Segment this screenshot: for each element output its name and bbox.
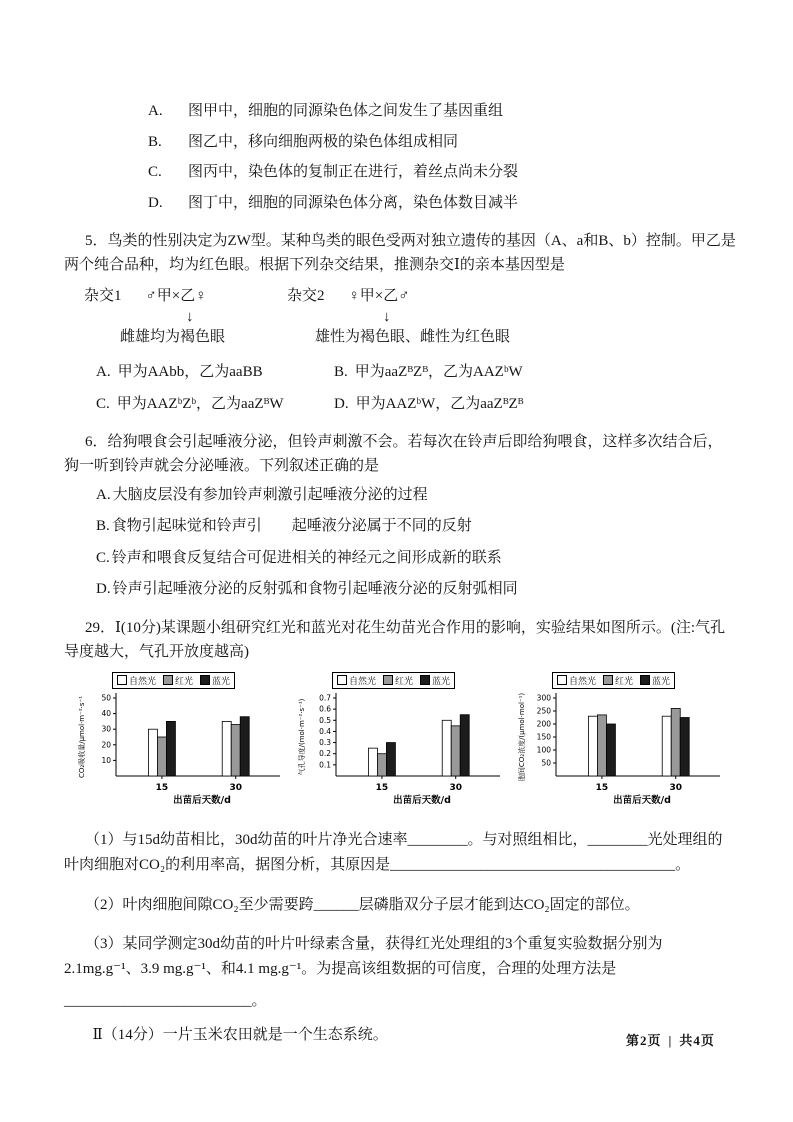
option-label: B. [148,133,162,150]
legend-swatch [337,675,347,685]
x-axis-title: 出苗后天数/d [613,795,671,806]
cross-2-label: 杂交2 [287,288,325,304]
y-axis-title: 气孔导度/(mol·m⁻²·s⁻¹) [298,698,306,776]
chart-bar [671,708,680,776]
chart-bar [368,748,377,776]
cross-2 [287,285,510,350]
y-tick-label: 0.1 [319,760,331,770]
q29-sub2: （2）叶肉细胞间隙CO₂至少需要跨______层磷脂双分子层才能到达CO₂固定的部位。 [85,896,640,913]
cross-1-parents: ♂甲×乙♀ [145,288,207,304]
legend-item [640,674,670,687]
x-axis-title: 出苗后天数/d [393,795,451,806]
legend-swatch [420,675,430,685]
footer-separator: | [668,1033,673,1048]
option-text: 甲为AAbb，乙为aaBB [117,363,263,380]
option-label: A. [96,486,111,503]
legend-label: 红光 [395,676,414,687]
x-tick-label: 15 [595,783,609,793]
q29-sub3: （3）某同学测定30d幼苗的叶片叶绿素含量，获得红光处理组的3个重复实验数据分别为2.1mg.g⁻¹、3.9 mg.g⁻¹、和4.1 mg.g⁻¹。为提高该组数据的可信度，合理的处理方法是 [64,936,663,977]
legend-item [200,674,230,687]
option-text: 甲为AAZᵇW，乙为aaZᴮZᴮ [355,395,524,412]
y-tick-label: 0.6 [319,704,331,714]
legend-item [117,674,156,687]
chart-bar [680,718,689,777]
q6-options [64,484,737,601]
q6-option-a [96,484,737,507]
y-tick-label: 150 [536,732,551,742]
chart-bar [662,716,671,776]
chart-bar [460,715,469,776]
chart-bar [222,721,231,776]
chart-canvas [516,690,726,808]
chart-legend [552,672,675,689]
q5-options [64,362,737,415]
cross-2-result: 雄性为褐色眼、雌性为红色眼 [315,329,511,346]
y-tick-label: 50 [541,758,551,768]
y-tick-label: 0.5 [319,715,331,725]
x-tick-label: 30 [669,783,682,793]
legend-item [420,674,450,687]
x-tick-label: 15 [155,783,169,793]
part2-stem: Ⅱ（14分）一片玉米农田就是一个生态系统。 [92,1027,388,1044]
footer-total-pages: 共4页 [679,1033,715,1048]
y-tick-label: 40 [101,709,111,719]
option-text: 图丙中，染色体的复制正在进行，着丝点尚未分裂 [188,164,519,180]
q6-option-c [96,547,737,570]
option-text: 图丁中，细胞的同源染色体分离，染色体数目减半 [188,194,519,211]
y-tick-label: 0.7 [319,693,331,703]
y-tick-label: 10 [101,755,111,765]
chart-legend [332,672,455,689]
legend-swatch [117,675,127,685]
legend-swatch [200,675,210,685]
option-text: 图甲中，细胞的同源染色体之间发生了基因重组 [188,103,504,119]
y-tick-label: 50 [101,693,111,703]
option-text: 铃声和喂食反复结合可促进相关的神经元之间形成新的联系 [111,549,502,566]
legend-item [557,674,596,687]
y-tick-label: 300 [536,693,551,703]
page-footer [626,1030,715,1049]
chart-canvas [76,690,286,808]
legend-label: 红光 [615,676,634,687]
q6-option-b [96,515,737,538]
q4-option-b [148,131,737,154]
x-tick-label: 30 [449,783,462,793]
option-label: A. [96,363,111,380]
option-label: C. [148,164,162,180]
q6-option-d [96,578,737,601]
q29-sub3-answer-blank: _________________________。 [64,992,267,1009]
cross-1-result: 雌雄均为褐色眼 [120,329,226,346]
cross-1-label: 杂交1 [84,288,122,304]
chart-intercellular-co2 [516,672,726,814]
option-label: B. [96,518,110,534]
chart-bar [451,726,460,776]
q29-sub1: （1）与15d幼苗相比，30d幼苗的叶片净光合速率________。与对照组相比，________光处理组的叶肉细胞对CO₂的利用率高，据图分析，其原因是______________________________________。 [64,832,723,873]
chart-bar [148,729,157,776]
legend-item [603,674,633,687]
chart-bar [606,724,615,776]
option-label: A. [148,103,163,119]
q4-option-d [148,192,737,215]
down-arrow-icon: ↓ [383,309,391,326]
footer-page-number: 第2页 [626,1033,662,1048]
x-axis-title: 出苗后天数/d [173,795,231,806]
chart-bar [231,725,240,776]
option-text: 甲为AAZᵇZᵇ，乙为aaZᴮW [116,395,284,412]
chart-bar [442,720,451,776]
legend-swatch [163,675,173,685]
cross-2-parents: ♀甲×乙♂ [348,288,410,304]
q5-option-b [334,362,523,383]
legend-label: 蓝光 [432,676,451,687]
y-tick-label: 200 [536,719,551,729]
q29-stem: 29．Ⅰ(10分)某课题小组研究红光和蓝光对花生幼苗光合作用的影响，实验结果如图所示。(注:气孔导度越大，气孔开放度越高) [64,619,726,660]
option-text: 图乙中，移向细胞两极的染色体组成相同 [188,133,459,150]
y-tick-label: 0.3 [319,738,331,748]
option-label: D. [96,581,111,597]
y-tick-label: 0.4 [319,726,331,736]
legend-item [383,674,413,687]
chart-bar [588,716,597,776]
option-label: B. [334,363,348,380]
legend-label: 自然光 [129,676,157,687]
legend-swatch [383,675,393,685]
cross-1 [84,285,225,350]
option-text: 大脑皮层没有参加铃声刺激引起唾液分泌的过程 [112,486,428,503]
q5-option-a [96,362,334,383]
legend-swatch [603,675,613,685]
option-label: D. [334,395,349,412]
q5-option-c [96,394,334,415]
x-tick-label: 30 [229,783,242,793]
x-tick-label: 15 [375,783,389,793]
legend-label: 红光 [175,676,194,687]
q4-option-a [148,100,737,123]
legend-item [337,674,376,687]
y-axis-title: 胞间CO₂浓度/(μmol·mol⁻¹) [518,692,526,782]
legend-label: 自然光 [569,676,597,687]
y-tick-label: 30 [101,724,111,734]
chart-bar [157,737,166,776]
q5-cross-diagram [84,285,737,350]
option-text: 铃声引起唾液分泌的反射弧和食物引起唾液分泌的反射弧相同 [112,581,518,597]
option-label: C. [96,395,110,412]
q4-options [64,100,737,214]
chart-co2-absorption [76,672,286,814]
down-arrow-icon: ↓ [186,309,194,326]
y-tick-label: 100 [536,745,551,755]
legend-swatch [557,675,567,685]
legend-label: 自然光 [349,676,377,687]
chart-bar [597,715,606,776]
chart-bar [386,743,395,776]
y-tick-label: 20 [101,740,111,750]
legend-item [163,674,193,687]
y-tick-label: 250 [536,706,551,716]
legend-swatch [640,675,650,685]
chart-bar [240,717,249,776]
legend-label: 蓝光 [652,676,671,687]
chart-bar [166,721,175,776]
option-label: D. [148,194,163,211]
chart-canvas [296,690,506,808]
legend-label: 蓝光 [212,676,231,687]
option-text: 甲为aaZᴮZᴮ，乙为AAZᵇW [354,363,523,380]
q6-stem: 6．给狗喂食会引起唾液分泌，但铃声刺激不会。若每次在铃声后即给狗喂食，这样多次结合后，狗一听到铃声就会分泌唾液。下列叙述正确的是 [64,433,723,474]
y-tick-label: 0.2 [319,749,331,759]
q5-option-d [334,394,523,415]
y-axis-title: CO₂吸收量/μmol·m⁻²·s⁻¹ [78,696,86,778]
q4-option-c [148,161,737,184]
option-label: C. [96,549,110,566]
chart-legend [112,672,235,689]
option-text: 食物引起味觉和铃声引 起唾液分泌属于不同的反射 [111,518,472,534]
charts-row [76,672,737,814]
chart-bar [377,754,386,776]
q5-stem: 5．鸟类的性别决定为ZW型。某种鸟类的眼色受两对独立遗传的基因（A、a和B、b）控制。甲乙是两个纯合品种，均为红色眼。根据下列杂交结果，推测杂交Ⅰ的亲本基因型是 [64,233,736,273]
chart-stomatal-conductance [296,672,506,814]
